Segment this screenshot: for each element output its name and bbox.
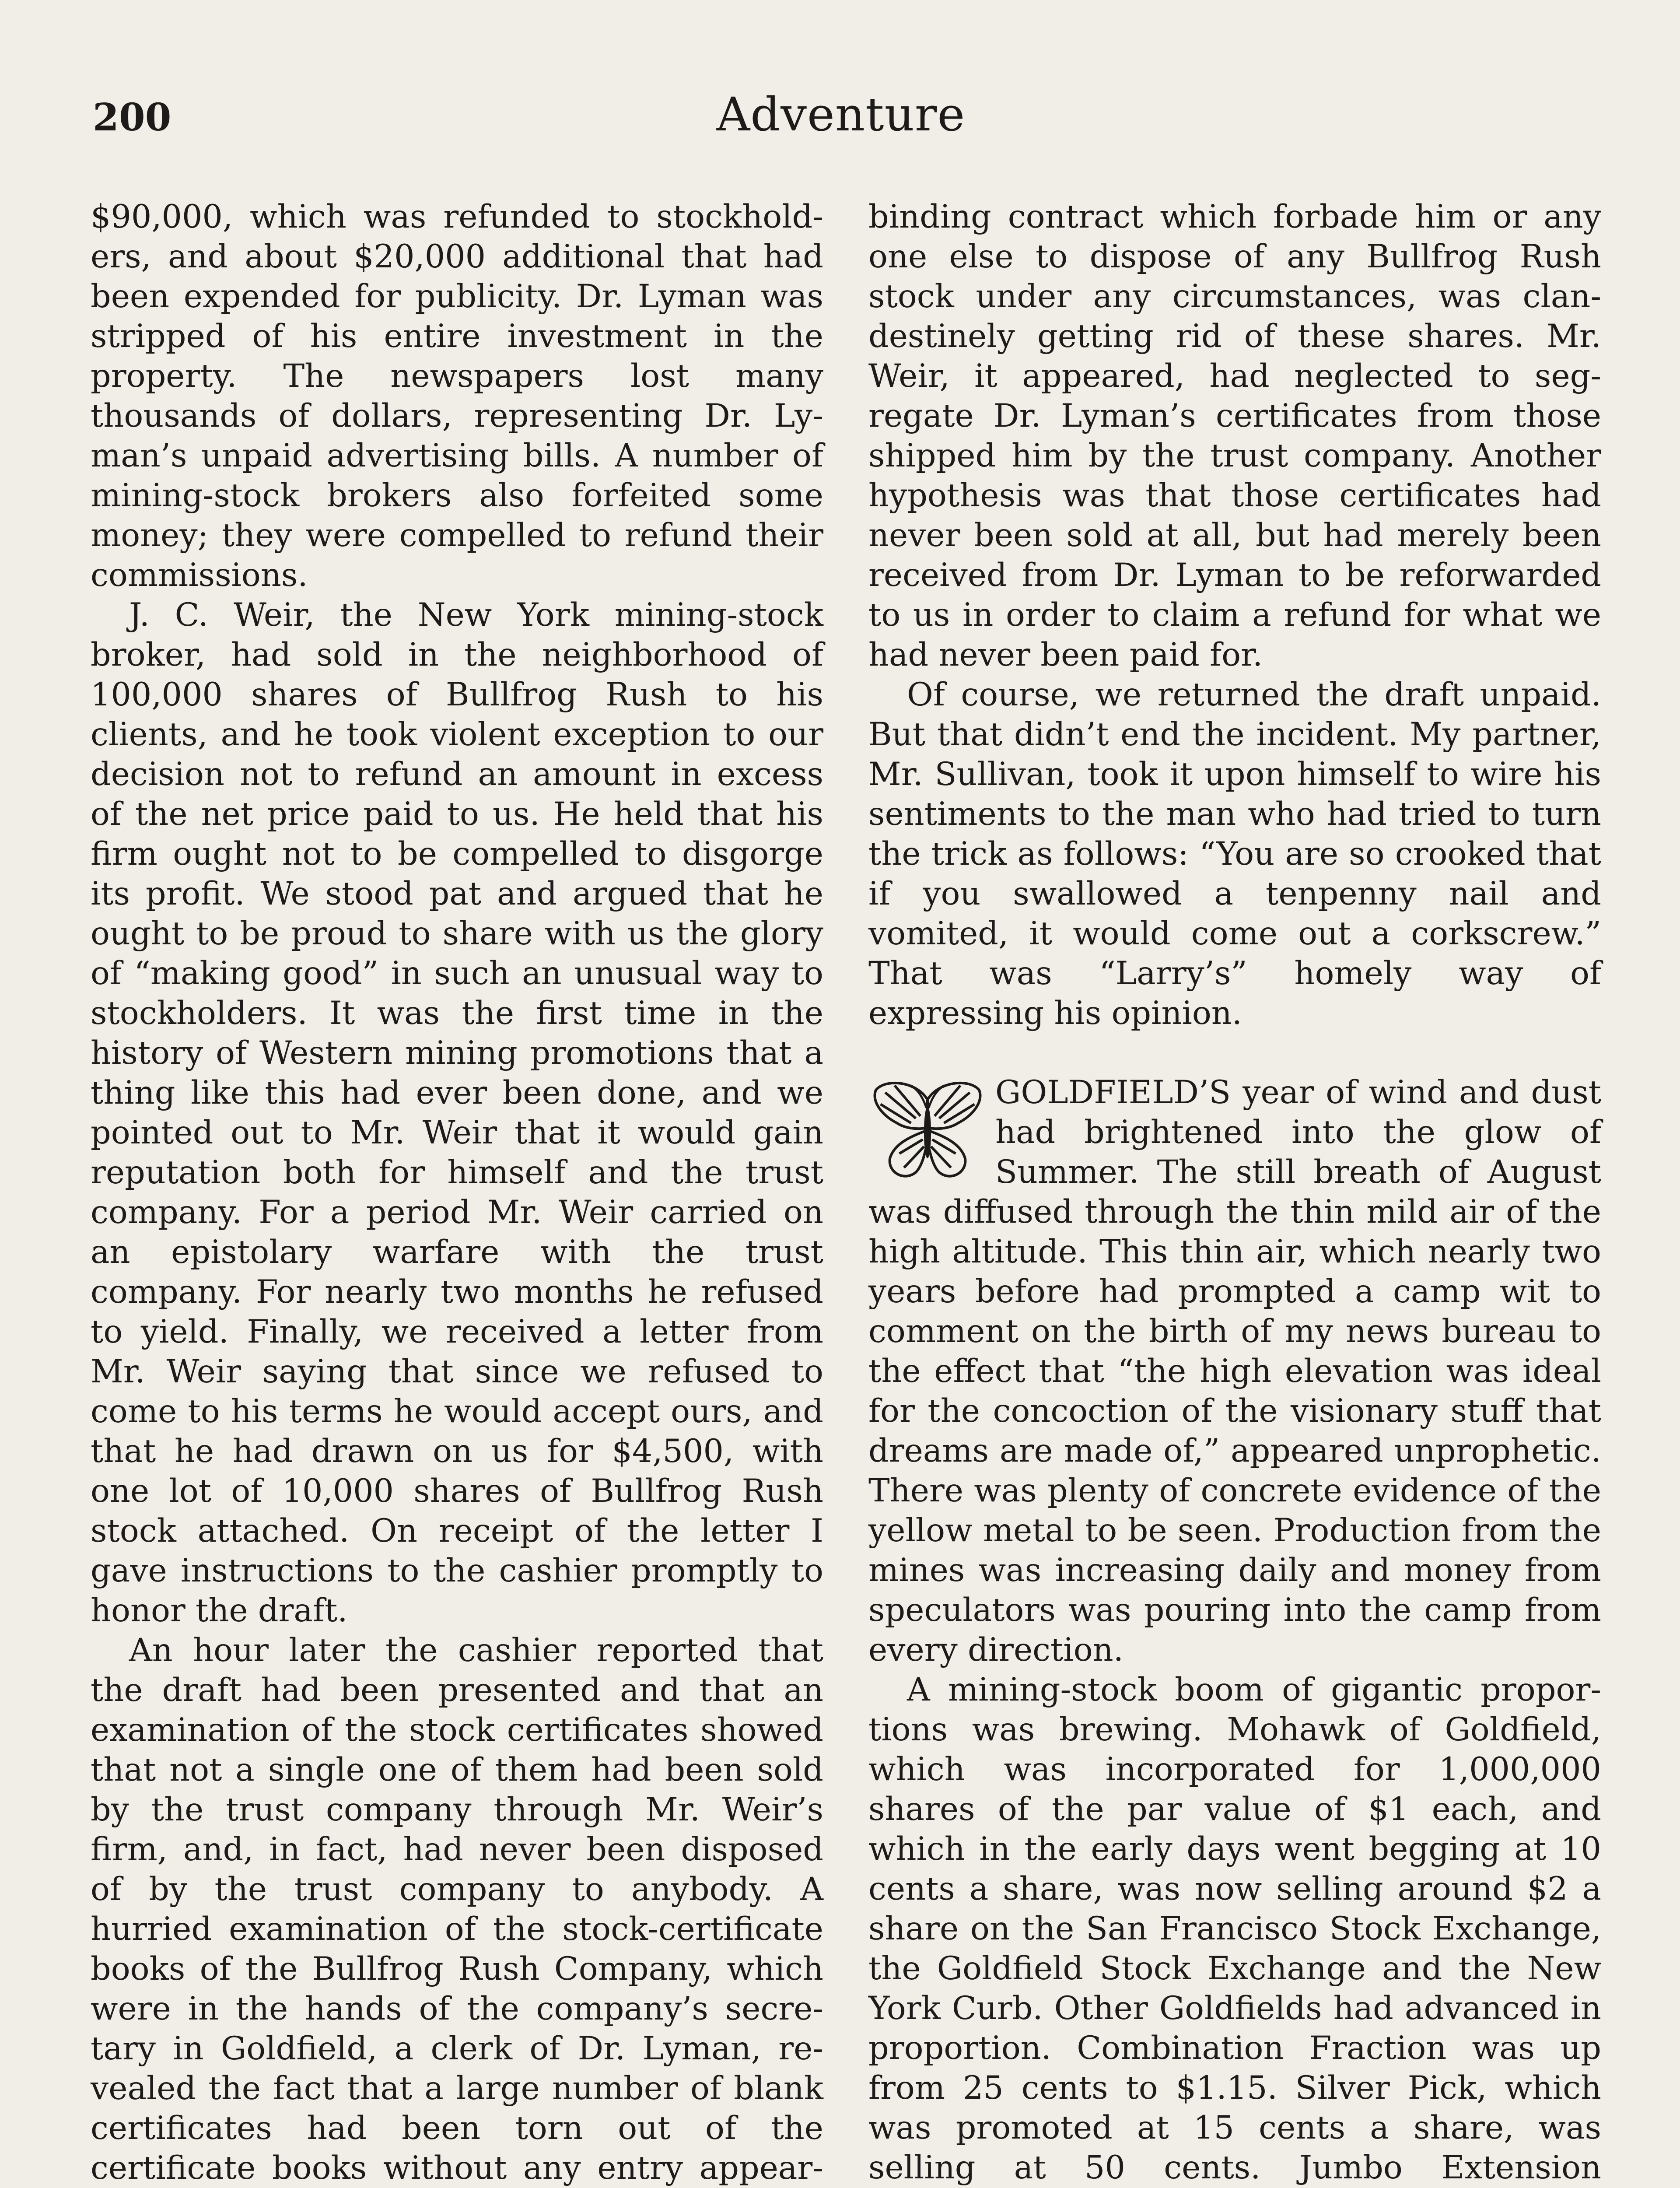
left-column xyxy=(91,197,823,2188)
paragraph: J. C. Weir, the New York mining-stock broker, had sold in the neighborhood of 100,000 shares of Bullfrog Rush to his clients, and he took violent exception to our decision not to refund an amount in excess of the net price paid to us. He held that his firm ought not to be compelled to disgorge its profit. We stood pat and argued that he ought to be proud to share with us the glory of “making good” in such an unusual way to stockholders. It was the first time in the history of Western mining promotions that a thing like this had ever been done, and we pointed out to Mr. Weir that it would gain reputation both for himself and the trust company. For a period Mr. Weir carried on an epistolary warfare with the trust company. For nearly two months he refused to yield. Finally, we received a letter from Mr. Weir saying that since we refused to come to his terms he would accept ours, and that he had drawn on us for $4,500, with one lot of 10,000 shares of Bullfrog Rush stock attached. On receipt of the letter I gave instructions to the cashier promptly to honor the draft. xyxy=(91,596,823,1629)
page-number: 200 xyxy=(93,95,172,140)
paragraph: Of course, we returned the draft unpaid. But that didn’t end the incident. My partner, Mr. Sullivan, took it upon himself to wire his sentiments to the man who had tried to turn the trick as follows: “You are so crooked that if you swallowed a tenpenny nail and vomited, it would come out a corkscrew.” That was “Larry’s” homely way of expressing his opinion. xyxy=(868,676,1601,1032)
paragraph: An hour later the cashier reported that the draft had been presented and that an examination of the stock certificates showed that not a single one of them had been sold by the trust company through Mr. Weir’s firm, and, in fact, had never been disposed of by the trust company to anybody. A hurried examination of the stock-certificate books of the Bullfrog Rush Company, which were in the hands of the company’s secretary in Goldfield, a clerk of Dr. Lyman, revealed the fact that a large number of blank certificates had been torn out of the certificate books without any entry appear xyxy=(91,1632,823,2187)
page-header xyxy=(93,88,1589,153)
right-column xyxy=(868,197,1601,2188)
paragraph: $90,000, which was refunded to stockholders, and about $20,000 additional that had been expended for publicity. Dr. Lyman was stripped of his entire investment in the property. The newspapers lost many thousands of dollars, representing Dr. Lyman’s unpaid advertising bills. A number of mining-stock brokers also forfeited some money; they were compelled to refund their commissions. xyxy=(91,198,823,594)
paragraph: A mining-stock boom of gigantic proportions was brewing. Mohawk of Goldfield, which was incorporated for 1,000,000 shares of the par value of $1 each, and which in the early days went begging at 10 cents a share, was now selling around $2 a share on the San Francisco Stock Exchange, the Goldfield Stock Exchange and the New York Curb. Other Goldfields had advanced in proportion. Combination Fraction was up from 25 cents to $1.15. Silver Pick, which was promoted at 15 cents a share, was selling at 50 cents. Jumbo Extension xyxy=(868,1671,1601,2186)
butterfly-ornament-icon xyxy=(868,1076,987,1188)
running-title: Adventure xyxy=(716,88,966,141)
paragraph: binding contract which forbade him or any one else to dispose of any Bullfrog Rush stock under any circumstances, was clandestinely getting rid of these shares. Mr. Weir, it appeared, had neglected to segregate Dr. Lyman’s certificates from those shipped him by the trust company. Another hypothesis was that those certificates had never been sold at all, but had merely been received from Dr. Lyman to be reforwarded to us in order to claim a refund for what we had never been paid for. xyxy=(868,198,1601,673)
section-break xyxy=(868,1073,1601,1670)
section-opening-paragraph: GOLDFIELD’S year of wind and dust had brightened into the glow of Summer. The still breath of August was diffused through the thin mild air of the high altitude. This thin air, which nearly two years before had prompted a camp wit to comment on the birth of my news bureau to the effect that “the high elevation was ideal for the concoction of the visionary stuff that dreams are made of,” appeared unprophetic. There was plenty of concrete evidence of the yellow metal to be seen. Production from the mines was increasing daily and money from speculators was pouring into the camp from every direction. xyxy=(868,1074,1601,1669)
